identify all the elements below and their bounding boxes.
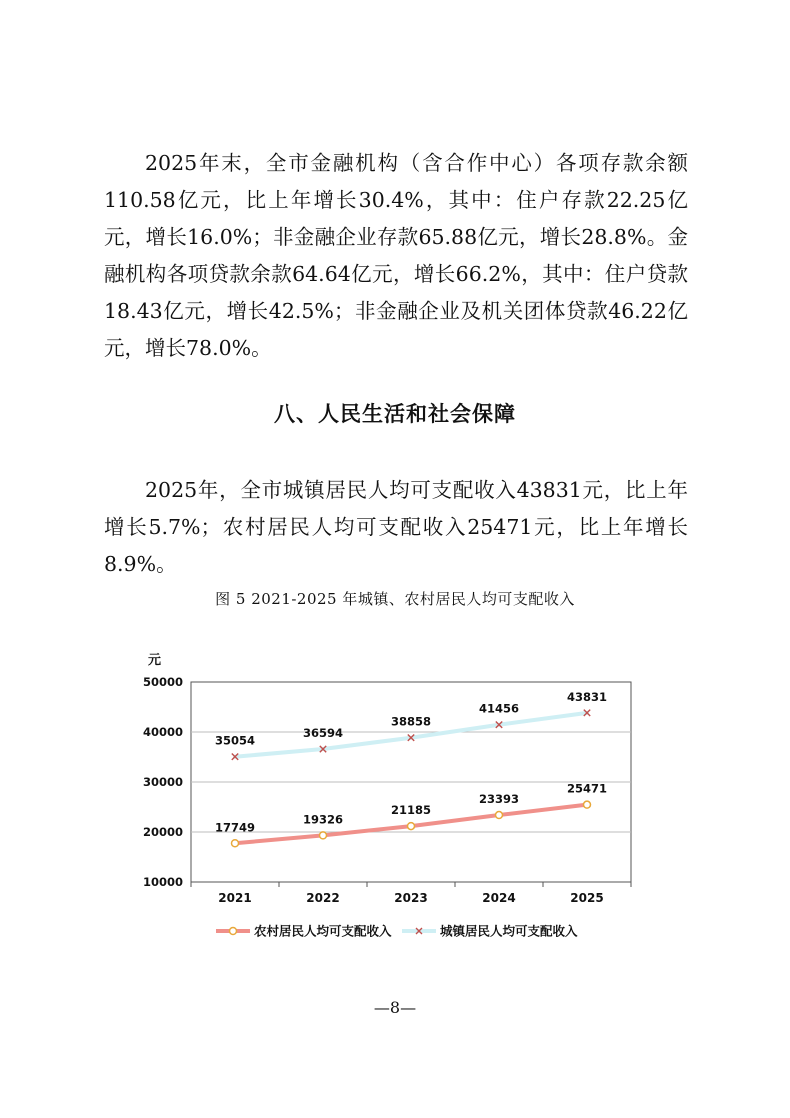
data-point-rural: [232, 840, 239, 847]
data-label: 17749: [214, 820, 256, 835]
x-tick-label: 2025: [570, 891, 604, 905]
data-label: 23393: [478, 792, 520, 807]
x-tick-label: 2022: [306, 891, 340, 905]
data-label: 41456: [478, 701, 520, 716]
x-tick-label: 2024: [482, 891, 516, 905]
figure-title: 图 5 2021-2025 年城镇、农村居民人均可支配收入: [215, 590, 575, 608]
data-label: 36594: [302, 726, 344, 741]
data-point-rural: [408, 823, 415, 830]
finance-paragraph-text: 2025年末，全市金融机构（含合作中心）各项存款余额110.58亿元，比上年增长30.4%，其中：住户存款22.25亿元，增长16.0%；非金融企业存款65.88亿元，增长28.8%。金融机构各项贷款余款64.64亿元，增长66.2%，其中：住户贷款18.43亿元，增长42.5%；非金融企业及机关团体贷款46.22亿元，增长78.0%。: [104, 151, 688, 360]
data-label: 25471: [566, 781, 608, 796]
data-label: 35054: [214, 733, 256, 748]
data-point-rural: [320, 832, 327, 839]
data-label: 38858: [390, 714, 432, 729]
section-heading: 八、人民生活和社会保障: [274, 402, 516, 426]
data-point-rural: [496, 812, 503, 819]
data-label: 21185: [390, 803, 432, 818]
y-axis-label: 元: [148, 653, 162, 668]
income-paragraph-text: 2025年，全市城镇居民人均可支配收入43831元，比上年增长5.7%；农村居民人均可支配收入25471元，比上年增长8.9%。: [104, 478, 688, 576]
y-tick-label: 20000: [142, 825, 183, 839]
x-tick-label: 2021: [218, 891, 252, 905]
y-tick-label: 40000: [142, 725, 183, 739]
legend-label: 城镇居民人均可支配收入: [440, 923, 578, 939]
data-point-rural: [584, 801, 591, 808]
page-number: —8—: [373, 998, 417, 1017]
x-tick-label: 2023: [394, 891, 428, 905]
y-tick-label: 30000: [142, 775, 183, 789]
legend-label: 农村居民人均可支配收入: [254, 923, 392, 939]
legend-marker: [230, 928, 237, 935]
y-tick-label: 50000: [142, 675, 183, 689]
data-label: 43831: [566, 689, 608, 704]
data-label: 19326: [302, 812, 344, 827]
y-tick-label: 10000: [142, 875, 183, 889]
